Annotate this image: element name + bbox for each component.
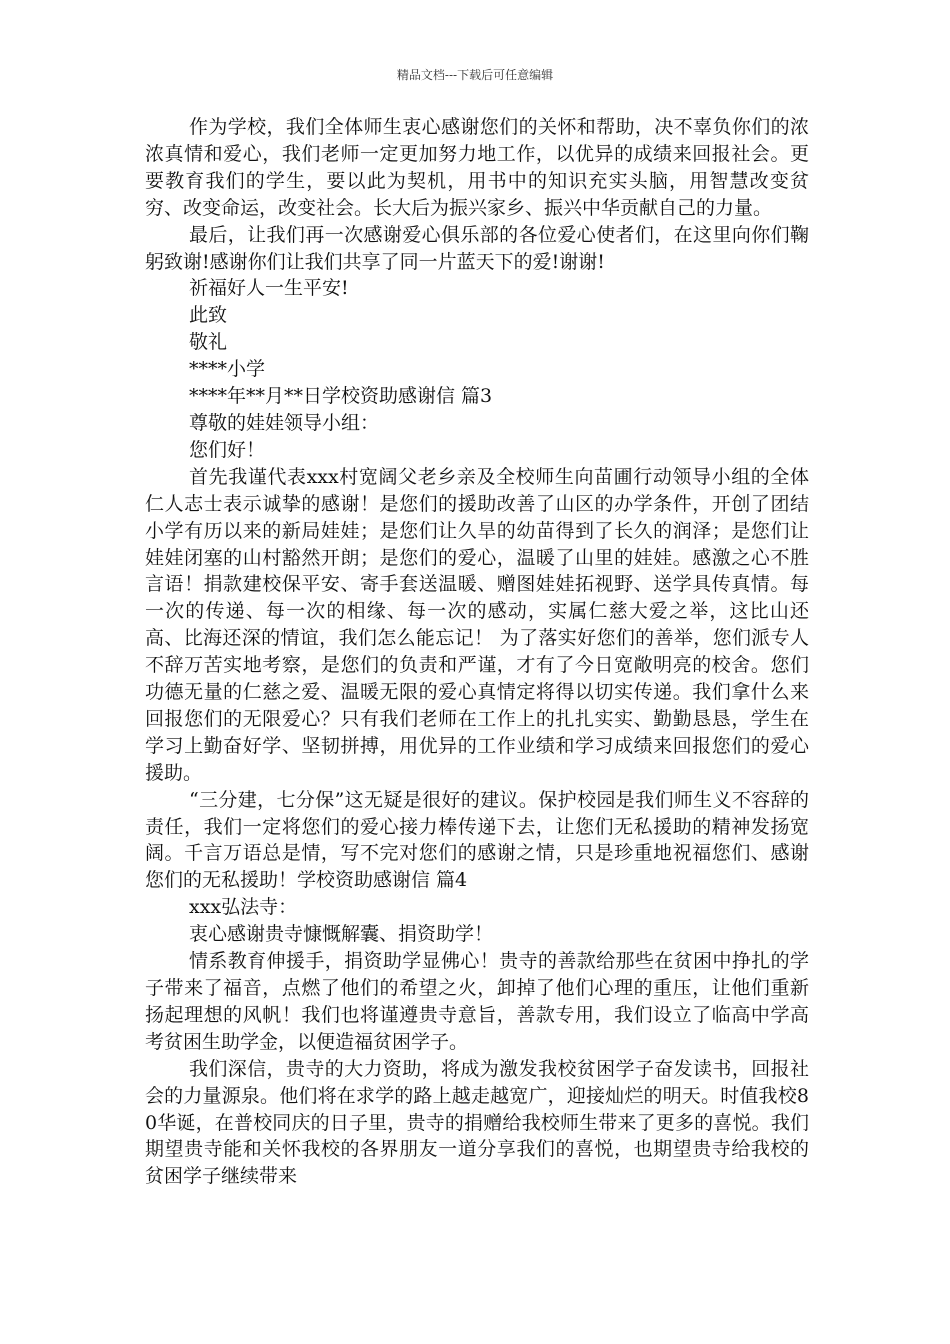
closing-jingli: 敬礼 bbox=[189, 331, 228, 354]
document-body bbox=[145, 114, 809, 1190]
salutation-temple: xxx弘法寺： bbox=[189, 896, 298, 919]
blessing-line: 祈福好人一生平安! bbox=[189, 277, 349, 300]
page-header: 精品文档---下载后可任意编辑 bbox=[396, 68, 554, 82]
paragraph-main-thanks: 首先我谨代表xxx村宽阔父老乡亲及全校师生向苗圃行动领导小组的全体仁人志士表示诚挚的感谢！是您们的援助改善了山区的办学条件，开创了团结小学有历以来的新局娃娃；是您们让久旱的幼苗得到了长久的润泽；是您们让娃娃闭塞的山村豁然开朗；是您们的爱心，温暖了山里的娃娃。感激之心不胜言语！捐款建校保平安、寄手套送温暖、赠图娃娃拓视野、送学具传真情。每一次的传递、每一次的相缘、每一次的感动，实属仁慈大爱之举，这比山还高、比海还深的情谊，我们怎么能忘记！ 为了落实好您们的善举，您们派专人不辞万苦实地考察，是您们的负责和严谨，才有了今日宽敞明亮的校舍。您们功德无量的仁慈之爱、温暖无限的爱心真情定将得以切实传递。我们拿什么来回报您们的无限爱心？只有我们老师在工作上的扎扎实实、勤勤恳恳，学生在学习上勤奋好学、坚韧拼搏，用优异的工作业绩和学习成绩来回报您们的爱心援助。 bbox=[145, 465, 809, 784]
paragraph-school-gratitude: 作为学校，我们全体师生衷心感谢您们的关怀和帮助，决不辜负你们的浓浓真情和爱心，我们老师一定更加努力地工作，以优异的成绩来回报社会。更要教育我们的学生，要以此为契机，用书中的知识充实头脑，用智慧改变贫穷、改变命运，改变社会。长大后为振兴家乡、振兴中华贡献自己的力量。 bbox=[145, 116, 809, 219]
date-and-section-title: ****年**月**日学校资助感谢信 篇3 bbox=[189, 385, 493, 408]
thanks-temple: 衷心感谢贵寺慷慨解囊、捐资助学！ bbox=[189, 923, 494, 946]
paragraph-protect-campus: “三分建，七分保”这无疑是很好的建议。保护校园是我们师生义不容辞的责任，我们一定将您们的爱心接力棒传递下去，让您们无私援助的精神发扬宽阔。千言万语总是情，写不完对您们的感谢之情，只是珍重地祝福您们、感谢您们的无私援助！学校资助感谢信 篇4 bbox=[145, 788, 809, 892]
paragraph-final-thanks: 最后，让我们再一次感谢爱心俱乐部的各位爱心使者们，在这里向你们鞠躬致谢!感谢你们让我们共享了同一片蓝天下的爱!谢谢! bbox=[145, 223, 809, 273]
paragraph-temple-donation: 情系教育伸援手，捐资助学显佛心！贵寺的善款给那些在贫困中挣扎的学子带来了福音，点燃了他们的希望之火，卸掉了他们心理的重压，让他们重新扬起理想的风帆！我们也将谨遵贵寺意旨，善款专用，我们设立了临高中学高考贫困生助学金，以便造福贫困学子。 bbox=[145, 950, 809, 1053]
paragraph-belief: 我们深信，贵寺的大力资助，将成为激发我校贫困学子奋发读书，回报社会的力量源泉。他们将在求学的路上越走越宽广，迎接灿烂的明天。时值我校80华诞，在普校同庆的日子里，贵寺的捐赠给我校师生带来了更多的喜悦。我们期望贵寺能和关怀我校的各界朋友一道分享我们的喜悦，也期望贵寺给我校的贫困学子继续带来 bbox=[145, 1057, 809, 1188]
salutation: 尊敬的娃娃领导小组： bbox=[189, 411, 380, 434]
greeting: 您们好！ bbox=[189, 438, 266, 461]
signature-school: ****小学 bbox=[189, 358, 266, 381]
closing-cizhi: 此致 bbox=[189, 304, 228, 327]
